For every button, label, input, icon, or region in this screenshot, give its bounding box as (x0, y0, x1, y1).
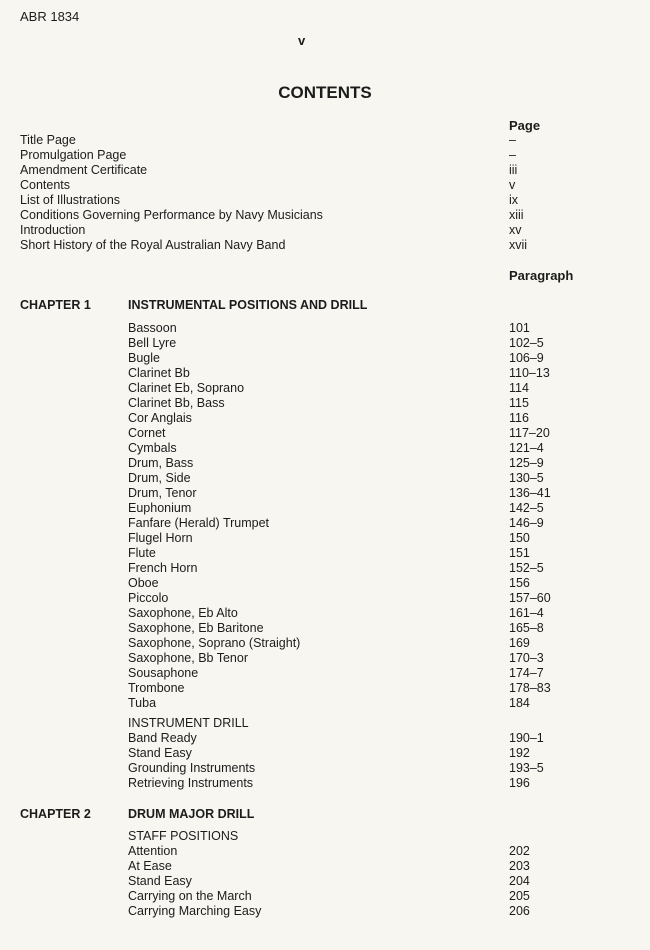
instrument-entry-title: Oboe (128, 576, 159, 590)
front-matter-title: Conditions Governing Performance by Navy Musicians (20, 208, 323, 222)
instrument-entry-title: Piccolo (128, 591, 169, 605)
front-matter-title: Promulgation Page (20, 148, 127, 162)
front-matter-ref: xvii (509, 238, 528, 252)
front-matter-row (20, 193, 630, 208)
instrument-entry-row (128, 426, 608, 441)
instrument-drill-heading: INSTRUMENT DRILL (128, 716, 249, 730)
instrument-entry-ref: 116 (509, 411, 529, 425)
staff-position-entry-title: Stand Easy (128, 874, 192, 888)
instrument-entry-title: Cor Anglais (128, 411, 192, 425)
drill-entry-row (128, 776, 608, 791)
instrument-entry-title: Saxophone, Bb Tenor (128, 651, 249, 665)
instrument-entry-title: Cornet (128, 426, 166, 440)
instrument-entry-ref: 174–7 (509, 666, 544, 680)
front-matter-row (20, 163, 630, 178)
instrument-entry-row (128, 336, 608, 351)
drill-entry-title: Band Ready (128, 731, 197, 745)
staff-position-entry-row (128, 904, 608, 919)
front-matter-row (20, 148, 630, 163)
staff-position-entry-title: Carrying Marching Easy (128, 904, 262, 918)
instrument-entry-ref: 101 (509, 321, 530, 335)
instrument-entry-ref: 178–83 (509, 681, 551, 695)
instrument-entry-title: Flugel Horn (128, 531, 193, 545)
front-matter-ref: – (509, 148, 516, 162)
front-matter-ref: xv (509, 223, 522, 237)
front-matter-row (20, 223, 630, 238)
chapter-1-label: CHAPTER 1 (20, 298, 91, 312)
instrument-entry-ref: 136–41 (509, 486, 551, 500)
chapter-1-title: INSTRUMENTAL POSITIONS AND DRILL (128, 298, 368, 312)
instrument-entry-title: Drum, Bass (128, 456, 194, 470)
staff-position-entry-title: Attention (128, 844, 178, 858)
instrument-entry-title: Saxophone, Eb Baritone (128, 621, 264, 635)
staff-position-entry-title: Carrying on the March (128, 889, 252, 903)
staff-position-entry-title: At Ease (128, 859, 172, 873)
instrument-entry-row (128, 456, 608, 471)
drill-entry-row (128, 746, 608, 761)
chapter-2-title: DRUM MAJOR DRILL (128, 807, 255, 821)
drill-entry-row (128, 761, 608, 776)
front-matter-row (20, 133, 630, 148)
instrument-entry-row (128, 366, 608, 381)
instrument-entry-row (128, 396, 608, 411)
drill-entry-ref: 192 (509, 746, 530, 760)
instrument-entry-title: Bell Lyre (128, 336, 177, 350)
instrument-entry-ref: 146–9 (509, 516, 544, 530)
front-matter-title: List of Illustrations (20, 193, 121, 207)
front-matter-title: Short History of the Royal Australian Navy Band (20, 238, 286, 252)
instrument-entry-title: Bugle (128, 351, 160, 365)
instrument-entry-ref: 102–5 (509, 336, 544, 350)
instrument-entry-title: Bassoon (128, 321, 177, 335)
instrument-entry-ref: 169 (509, 636, 530, 650)
instrument-entry-ref: 114 (509, 381, 529, 395)
instrument-entry-row (128, 411, 608, 426)
instrument-entry-title: Trombone (128, 681, 185, 695)
instrument-entry-ref: 184 (509, 696, 530, 710)
instrument-entry-title: Flute (128, 546, 156, 560)
paragraph-column-header: Paragraph (509, 268, 574, 283)
instrument-entry-ref: 156 (509, 576, 530, 590)
instrument-entry-ref: 151 (509, 546, 530, 560)
instrument-entry-title: Cymbals (128, 441, 177, 455)
instrument-entry-title: Tuba (128, 696, 157, 710)
drill-entry-ref: 196 (509, 776, 530, 790)
instrument-entry-ref: 142–5 (509, 501, 544, 515)
staff-position-entry-ref: 206 (509, 904, 530, 918)
instrument-entry-ref: 110–13 (509, 366, 550, 380)
staff-positions-heading: STAFF POSITIONS (128, 829, 239, 843)
drill-entry-title: Retrieving Instruments (128, 776, 254, 790)
instrument-entry-row (128, 681, 608, 696)
staff-position-entry-row (128, 874, 608, 889)
instrument-entry-ref: 157–60 (509, 591, 551, 605)
chapter-2-label: CHAPTER 2 (20, 807, 91, 821)
staff-position-entry-ref: 204 (509, 874, 530, 888)
document-id: ABR 1834 (20, 9, 80, 24)
instrument-entry-title: Euphonium (128, 501, 192, 515)
instrument-entry-ref: 121–4 (509, 441, 544, 455)
instrument-entry-row (128, 351, 608, 366)
instrument-entry-title: Clarinet Bb, Bass (128, 396, 225, 410)
instrument-entry-title: Clarinet Bb (128, 366, 190, 380)
instrument-entry-row (128, 531, 608, 546)
instrument-entry-ref: 106–9 (509, 351, 544, 365)
instrument-entry-title: Drum, Side (128, 471, 191, 485)
instrument-entry-ref: 150 (509, 531, 530, 545)
instrument-entry-row (128, 651, 608, 666)
instrument-entry-row (128, 501, 608, 516)
instrument-entry-title: Drum, Tenor (128, 486, 197, 500)
instrument-entry-row (128, 381, 608, 396)
instrument-entry-row (128, 636, 608, 651)
instrument-entry-row (128, 546, 608, 561)
staff-position-entry-row (128, 859, 608, 874)
front-matter-ref: – (509, 133, 516, 147)
instrument-entry-row (128, 696, 608, 711)
instrument-entry-ref: 165–8 (509, 621, 544, 635)
instrument-entry-row (128, 321, 608, 336)
instrument-entry-ref: 115 (509, 396, 529, 410)
instrument-entry-title: French Horn (128, 561, 198, 575)
drill-entry-title: Stand Easy (128, 746, 192, 760)
instrument-entry-title: Saxophone, Soprano (Straight) (128, 636, 301, 650)
staff-position-entry-ref: 203 (509, 859, 530, 873)
front-matter-ref: xiii (509, 208, 524, 222)
instrument-entry-row (128, 516, 608, 531)
front-matter-row (20, 178, 630, 193)
instrument-entry-row (128, 666, 608, 681)
instrument-entry-title: Saxophone, Eb Alto (128, 606, 238, 620)
drill-entry-title: Grounding Instruments (128, 761, 256, 775)
front-matter-ref: v (509, 178, 516, 192)
staff-position-entry-ref: 205 (509, 889, 530, 903)
front-matter-title: Title Page (20, 133, 76, 147)
instrument-entry-row (128, 441, 608, 456)
staff-position-entry-row (128, 844, 608, 859)
instrument-entry-row (128, 486, 608, 501)
instrument-entry-row (128, 561, 608, 576)
instrument-entry-ref: 130–5 (509, 471, 544, 485)
instrument-entry-row (128, 606, 608, 621)
front-matter-title: Amendment Certificate (20, 163, 148, 177)
instrument-entry-ref: 170–3 (509, 651, 544, 665)
instrument-entry-ref: 152–5 (509, 561, 544, 575)
instrument-entry-ref: 117–20 (509, 426, 550, 440)
front-matter-title: Contents (20, 178, 71, 192)
front-matter-ref: iii (509, 163, 518, 177)
drill-entry-row (128, 731, 608, 746)
page-column-header: Page (509, 118, 541, 133)
drill-entry-ref: 190–1 (509, 731, 544, 745)
instrument-entry-title: Fanfare (Herald) Trumpet (128, 516, 270, 530)
front-matter-row (20, 208, 630, 223)
instrument-entry-row (128, 471, 608, 486)
instrument-entry-title: Clarinet Eb, Soprano (128, 381, 245, 395)
front-matter-ref: ix (509, 193, 519, 207)
staff-position-entry-row (128, 889, 608, 904)
instrument-entry-row (128, 576, 608, 591)
instrument-entry-title: Sousaphone (128, 666, 199, 680)
page-number: v (298, 33, 306, 48)
instrument-entry-ref: 161–4 (509, 606, 544, 620)
page-title: CONTENTS (278, 83, 372, 102)
instrument-entry-ref: 125–9 (509, 456, 544, 470)
front-matter-title: Introduction (20, 223, 86, 237)
instrument-entry-row (128, 591, 608, 606)
staff-position-entry-ref: 202 (509, 844, 530, 858)
instrument-entry-row (128, 621, 608, 636)
drill-entry-ref: 193–5 (509, 761, 544, 775)
front-matter-row (20, 238, 630, 253)
